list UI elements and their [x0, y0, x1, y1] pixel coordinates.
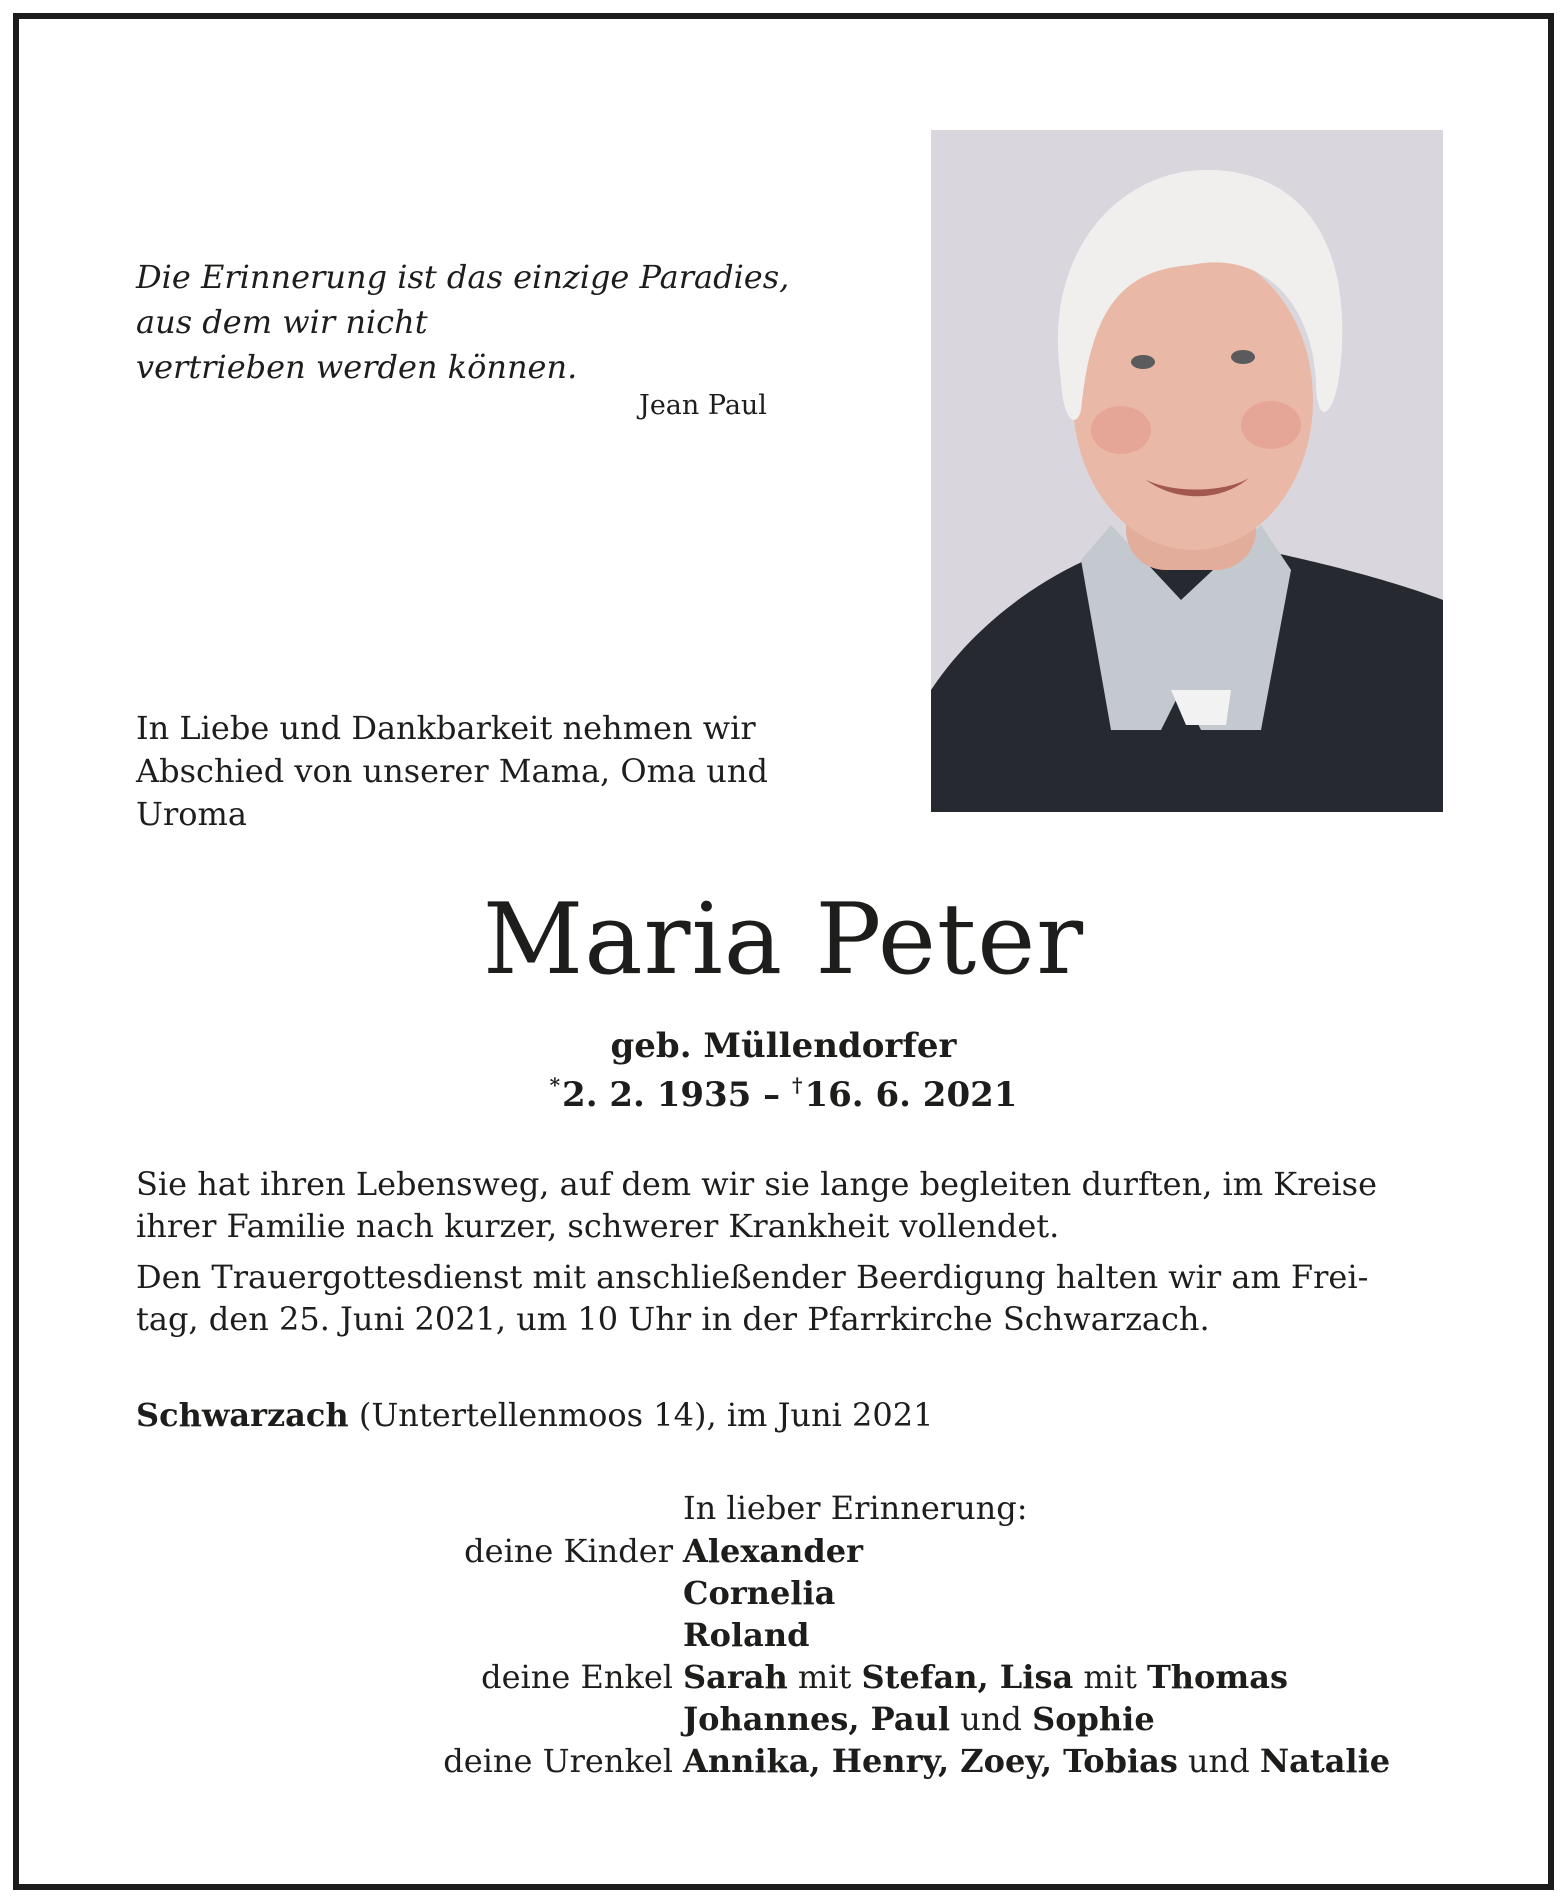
body-line: Den Trauergottesdienst mit anschließender Beerdigung halten wir am Frei-: [136, 1258, 1369, 1296]
body-line: tag, den 25. Juni 2021, um 10 Uhr in der Pfarrkirche Schwarzach.: [136, 1300, 1210, 1338]
quote-author: Jean Paul: [639, 390, 767, 421]
portrait-illustration: [931, 130, 1443, 812]
grandchild-name: Thomas: [1146, 1658, 1288, 1696]
great-grandchild-name: Natalie: [1259, 1742, 1391, 1780]
quote-line: aus dem wir nicht: [136, 303, 428, 341]
date-dash: –: [763, 1075, 781, 1115]
right-eye: [1231, 350, 1255, 364]
great-grandchildren-names: [683, 1740, 1390, 1782]
connector-word: und: [950, 1700, 1033, 1738]
life-paragraph: [136, 1163, 1466, 1247]
connector-word: und: [1177, 1742, 1260, 1780]
maiden-name: geb. Müllendorfer: [610, 1026, 957, 1066]
service-paragraph: [136, 1256, 1466, 1340]
portrait-photo: [931, 130, 1443, 812]
grandchild-name: Sarah: [683, 1658, 788, 1696]
connector-word: mit: [1073, 1658, 1147, 1696]
address-date: (Untertellenmoos 14), im Juni 2021: [348, 1396, 934, 1434]
grandchildren-names: [683, 1656, 1288, 1698]
great-grandchild-name: Annika, Henry, Zoey, Tobias: [683, 1742, 1178, 1780]
child-name-text: Alexander: [683, 1532, 864, 1570]
child-name: [683, 1530, 863, 1572]
left-eye: [1131, 355, 1155, 369]
death-symbol: †: [792, 1073, 803, 1097]
obituary-frame: [13, 13, 1554, 1890]
left-cheek: [1091, 406, 1151, 454]
grandchildren-names: [683, 1698, 1155, 1740]
farewell-line: Abschied von unserer Mama, Oma und: [136, 752, 768, 790]
grandchild-name: Johannes, Paul: [683, 1700, 951, 1738]
body-line: ihrer Familie nach kurzer, schwerer Krankheit vollendet.: [136, 1207, 1060, 1245]
grandchildren-label: deine Enkel: [481, 1658, 673, 1696]
death-date: 16. 6. 2021: [804, 1075, 1018, 1115]
connector-word: mit: [787, 1658, 862, 1696]
memory-heading: In lieber Erinnerung:: [683, 1489, 1028, 1527]
farewell-text: [136, 707, 836, 836]
right-cheek: [1241, 401, 1301, 449]
quote-line: Die Erinnerung ist das einzige Paradies,: [136, 258, 790, 296]
town: Schwarzach: [136, 1396, 349, 1434]
farewell-line: Uroma: [136, 795, 247, 833]
place-date: [136, 1394, 1436, 1436]
life-dates: [19, 1065, 1548, 1115]
child-name-text: Roland: [683, 1616, 810, 1654]
birth-symbol: *: [549, 1073, 561, 1097]
quote: [136, 255, 836, 390]
quote-line: vertrieben werden können.: [136, 348, 578, 386]
birth-date: 2. 2. 1935: [562, 1075, 752, 1115]
child-name-text: Cornelia: [683, 1574, 836, 1612]
body-line: Sie hat ihren Lebensweg, auf dem wir sie lange begleiten durften, im Kreise: [136, 1165, 1378, 1203]
grandchild-name: Stefan, Lisa: [861, 1658, 1074, 1696]
great-grandchildren-label: deine Urenkel: [443, 1742, 673, 1780]
children-label: deine Kinder: [464, 1532, 673, 1570]
child-name: [683, 1572, 835, 1614]
farewell-line: In Liebe und Dankbarkeit nehmen wir: [136, 709, 756, 747]
child-name: [683, 1614, 809, 1656]
grandchild-name: Sophie: [1032, 1700, 1155, 1738]
deceased-name: Maria Peter: [482, 883, 1085, 997]
